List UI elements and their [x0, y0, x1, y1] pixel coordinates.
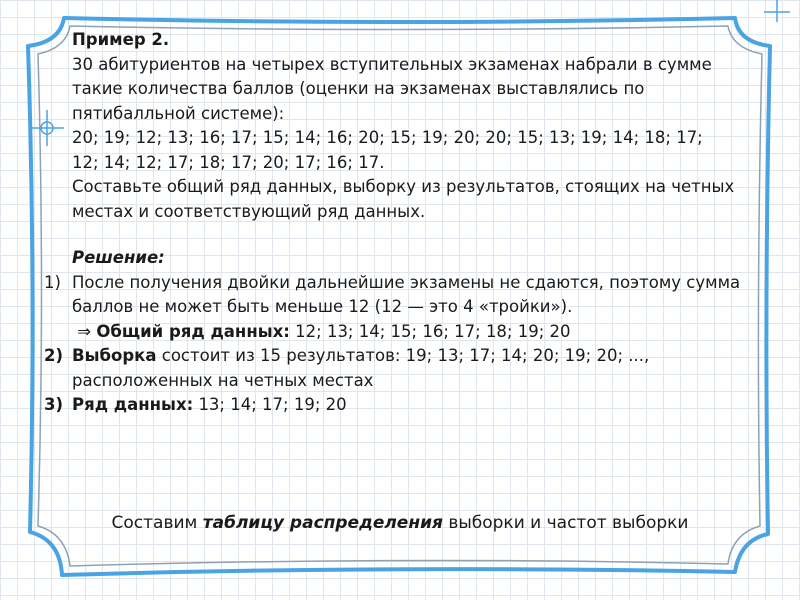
footer-emphasis: таблицу распределения — [202, 513, 443, 533]
solution-item-2 — [44, 344, 755, 393]
item-text — [72, 393, 755, 418]
footer-before: Составим — [111, 513, 198, 533]
problem-statement: 30 абитуриентов на четырех вступительных экзаменах набрали в сумме такие количества баллов (оценки на экзаменах выставлялись по пятибалльной системе): — [72, 54, 712, 123]
item-number: 1) — [44, 272, 61, 292]
footer-after: выборки и частот выборки — [448, 513, 689, 533]
general-series-label: Общий ряд данных: — [96, 321, 290, 341]
scores-line-1: 20; 19; 12; 13; 16; 17; 15; 14; 16; 20; 15; 19; 20; 20; 15; 13; 19; 14; 18; 17; — [72, 128, 703, 147]
item-text: После получения двойки дальнейшие экзамены не сдаются, поэтому сумма баллов не может быть меньше 12 (12 — это 4 «тройки»). — [72, 272, 741, 316]
crosshair-mark-top-right — [764, 0, 790, 22]
general-series-line — [72, 320, 755, 345]
example-title: Пример 2. — [72, 30, 170, 49]
sample-label: Выборка — [72, 346, 157, 365]
scores-line-2: 12; 14; 12; 17; 18; 17; 20; 17; 16; 17. — [72, 152, 385, 172]
sample-description: состоит из 15 результатов: 19; 13; 17; 14; 20; 19; 20; ..., расположенных на четных местах — [72, 346, 650, 390]
arrow-icon: ⇒ — [77, 321, 92, 341]
footer-text — [60, 510, 740, 536]
solution-item-3 — [44, 393, 755, 418]
data-series-value: 13; 14; 17; 19; 20 — [198, 395, 347, 414]
task-statement: Составьте общий ряд данных, выборку из результатов, стоящих на четных местах и соответствующий ряд данных. — [72, 177, 735, 221]
solution-heading: Решение: — [72, 248, 165, 267]
data-series-label: Ряд данных: — [72, 395, 194, 414]
general-series-value: 12; 13; 14; 15; 16; 17; 18; 19; 20 — [295, 321, 571, 341]
example-content — [44, 28, 755, 418]
item-number: 2) — [44, 346, 64, 365]
solution-item-1 — [44, 271, 755, 345]
item-number: 3) — [44, 395, 64, 414]
item-text — [72, 344, 755, 393]
solution-list — [44, 271, 755, 418]
